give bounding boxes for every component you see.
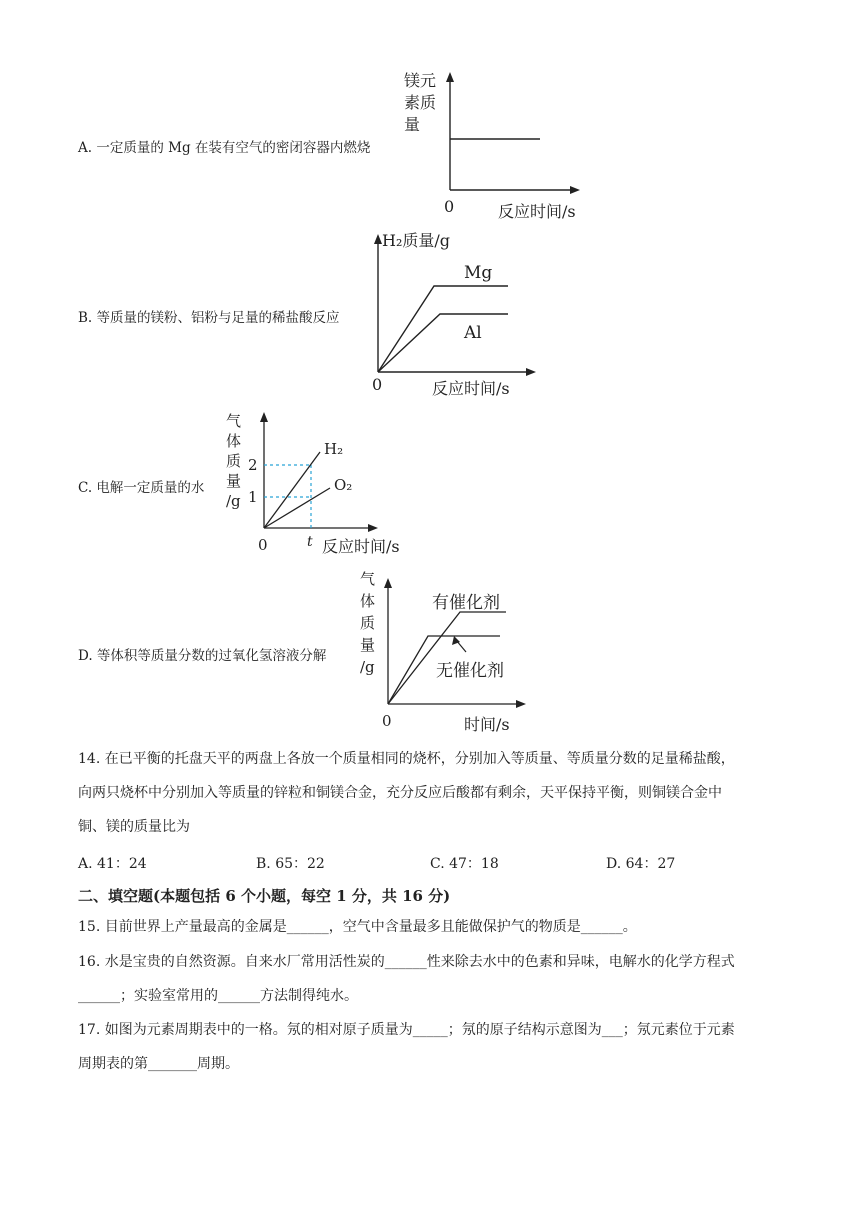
option-a-x-arrow (570, 186, 580, 194)
option-c-xlabel: 反应时间/s (322, 537, 400, 556)
option-c-ylabel-1: 气 (226, 412, 242, 430)
q17-line-1: 17. 如图为元素周期表中的一格。氖的相对原子质量为_____；氖的原子结构示意图为___；氖元素位于元素 (78, 1022, 735, 1038)
option-d-ylabel-5: /g (360, 658, 375, 676)
option-d-label: D. 等体积等质量分数的过氧化氢溶液分解 (78, 648, 327, 664)
option-b-xlabel: 反应时间/s (432, 379, 510, 398)
option-d-no-catalyst-line (388, 612, 506, 704)
option-d-no-catalyst-label: 无催化剂 (436, 661, 504, 681)
option-d-origin: 0 (382, 712, 392, 730)
option-d-graph (356, 566, 536, 736)
q14-choice-d: D. 64：27 (606, 856, 676, 872)
option-c-ylabel-4: 量 (226, 472, 242, 490)
option-b-graph (368, 226, 548, 400)
option-d-x-arrow (516, 700, 526, 708)
q14-line-3: 铜、镁的质量比为 (78, 819, 190, 835)
q14-line-2: 向两只烧杯中分别加入等质量的锌粒和铜镁合金，充分反应后酸都有剩余，天平保持平衡，则铜镁合金中 (78, 785, 722, 801)
option-c-h2-line (264, 452, 320, 528)
q14-choice-a: A. 41：24 (78, 856, 147, 872)
q17-line-2: 周期表的第_______周期。 (78, 1056, 239, 1072)
option-a-origin: 0 (444, 197, 455, 216)
option-c-tick-1: 1 (248, 488, 258, 506)
option-d-ylabel-1: 气 (360, 570, 376, 588)
option-c-t-label: t (307, 534, 313, 550)
option-d-y-arrow (384, 578, 392, 588)
option-d-catalyst-label: 有催化剂 (432, 593, 500, 613)
option-a-graph (400, 66, 600, 222)
option-a-ylabel-1: 镁元 (404, 71, 437, 90)
option-b-al-label: Al (464, 323, 482, 343)
option-c-origin: 0 (258, 536, 268, 554)
section-heading: 二、填空题(本题包括 6 个小题，每空 1 分，共 16 分) (78, 887, 451, 905)
option-b-y-arrow (374, 234, 382, 244)
option-c-graph (222, 408, 422, 558)
option-c-y-arrow (260, 412, 268, 422)
option-d-ylabel-4: 量 (360, 636, 376, 654)
q16-line-2: ______；实验室常用的______方法制得纯水。 (78, 988, 358, 1004)
option-b-ylabel: H₂质量/g (382, 231, 451, 250)
q14-line-1: 14. 在已平衡的托盘天平的两盘上各放一个质量相同的烧杯，分别加入等质量、等质量分数的足量稀盐酸， (78, 751, 735, 767)
q15-text: 15. 目前世界上产量最高的金属是______，空气中含量最多且能做保护气的物质是______。 (78, 919, 637, 935)
option-b-origin: 0 (372, 375, 383, 394)
option-b-label: B. 等质量的镁粉、铝粉与足量的稀盐酸反应 (78, 310, 340, 326)
option-d-xlabel: 时间/s (464, 715, 510, 734)
option-b-mg-line (378, 286, 508, 372)
option-c-x-arrow (368, 524, 378, 532)
option-a-ylabel-3: 量 (404, 115, 421, 134)
option-c-o2-label: O₂ (334, 476, 353, 494)
option-c-o2-line (264, 488, 330, 528)
q16-line-1: 16. 水是宝贵的自然资源。自来水厂常用活性炭的______性来除去水中的色素和异味，电解水的化学方程式 (78, 954, 735, 970)
option-c-ylabel-5: /g (226, 492, 241, 510)
option-d-ylabel-2: 体 (360, 592, 376, 610)
q14-choice-b: B. 65：22 (256, 856, 325, 872)
q14-choice-c: C. 47：18 (430, 856, 499, 872)
option-c-label: C. 电解一定质量的水 (78, 480, 205, 496)
option-b-mg-label: Mg (464, 263, 493, 283)
option-c-tick-2: 2 (248, 456, 258, 474)
option-d-ylabel-3: 质 (360, 614, 376, 632)
option-c-ylabel-2: 体 (226, 432, 242, 450)
option-a-xlabel: 反应时间/s (498, 202, 576, 221)
option-c-ylabel-3: 质 (226, 452, 242, 470)
option-c-h2-label: H₂ (324, 440, 344, 458)
option-a-y-arrow (446, 72, 454, 82)
option-b-x-arrow (526, 368, 536, 376)
option-a-ylabel-2: 素质 (404, 93, 437, 112)
option-a-label: A. 一定质量的 Mg 在装有空气的密闭容器内燃烧 (78, 140, 371, 156)
